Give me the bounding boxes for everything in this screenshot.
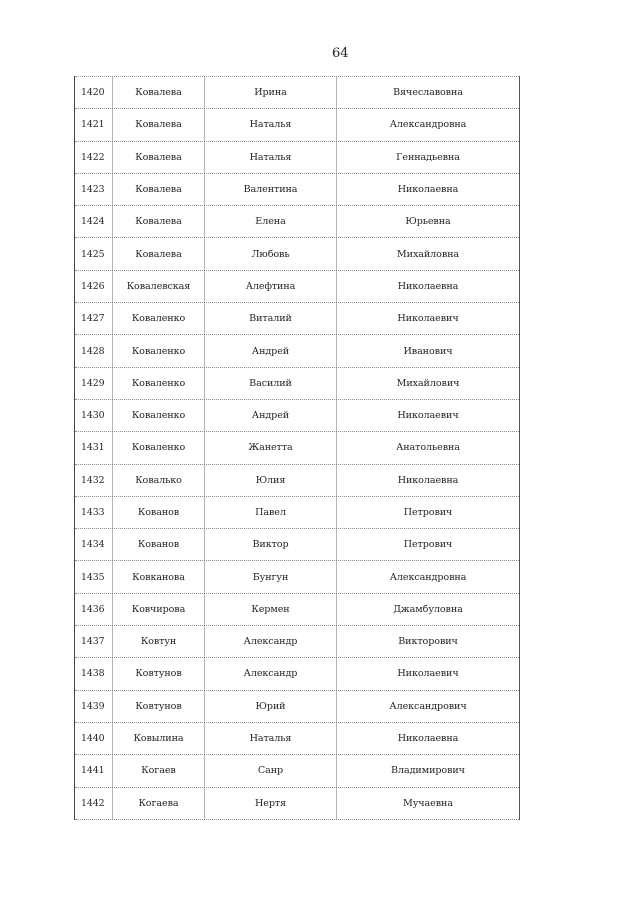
first-name-cell: Юлия [205,465,337,496]
patronymic-cell: Александрович [389,700,467,712]
row-number: 1429 [75,368,113,399]
first-name-cell: Любовь [205,238,337,269]
patronymic-cell: Викторович [398,636,458,648]
table-row [75,108,519,140]
first-name-cell: Елена [205,206,337,237]
table-row [75,560,519,592]
row-number: 1428 [75,335,113,366]
patronymic-cell: Николаевна [397,733,459,745]
row-number: 1442 [75,788,113,819]
table-row [75,76,519,108]
first-name-cell: Василий [205,368,337,399]
row-number: 1426 [75,271,113,302]
table-row [75,657,519,689]
first-name-cell: Наталья [205,723,337,754]
patronymic-cell: Петрович [403,507,453,518]
row-number: 1441 [75,755,113,786]
table-row [75,302,519,334]
surname-cell: Коваленко [113,368,205,399]
first-name-cell: Александр [205,626,337,657]
first-name-cell: Бунгун [205,561,337,592]
surname-cell: Ковалева [113,238,205,269]
surname-cell: Когаева [113,788,205,819]
patronymic-cell: Иванович [403,345,453,357]
surname-cell: Коваленко [113,432,205,463]
row-number: 1420 [75,77,113,108]
patronymic-cell: Юрьевна [405,216,451,228]
row-number: 1424 [75,206,113,237]
surname-cell: Коваленко [113,335,205,366]
table-row [75,464,519,496]
first-name-cell: Андрей [205,335,337,366]
table-row [75,205,519,237]
page-number: 64 [332,46,349,61]
surname-cell: Ковалева [113,174,205,205]
first-name-cell: Павел [205,497,337,528]
first-name-cell: Жанетта [205,432,337,463]
first-name-cell: Наталья [205,109,337,140]
roster-table [74,76,520,820]
table-row [75,754,519,786]
surname-cell: Кованов [113,529,205,560]
surname-cell: Ковтунов [113,691,205,722]
patronymic-cell: Александровна [389,571,467,583]
surname-cell: Ковалевская [113,271,205,302]
patronymic-cell: Владимирович [391,765,465,777]
table-row [75,399,519,431]
table-row [75,173,519,205]
surname-cell: Ковчирова [113,594,205,625]
surname-cell: Ковтунов [113,658,205,689]
table-row [75,270,519,302]
first-name-cell: Санр [205,755,337,786]
table-row [75,625,519,657]
patronymic-cell: Николаевич [397,668,459,680]
first-name-cell: Александр [205,658,337,689]
table-row [75,722,519,754]
first-name-cell: Андрей [205,400,337,431]
patronymic-cell: Джамбуловна [393,603,463,615]
surname-cell: Коваленко [113,303,205,334]
surname-cell: Ковалева [113,77,205,108]
row-number: 1423 [75,174,113,205]
first-name-cell: Кермен [205,594,337,625]
first-name-cell: Нертя [205,788,337,819]
surname-cell: Коваленко [113,400,205,431]
table-row [75,367,519,399]
row-number: 1422 [75,142,113,173]
row-number: 1421 [75,109,113,140]
table-row [75,690,519,722]
surname-cell: Ковылина [113,723,205,754]
row-number: 1435 [75,561,113,592]
row-number: 1430 [75,400,113,431]
first-name-cell: Юрий [205,691,337,722]
first-name-cell: Алефтина [205,271,337,302]
table-row [75,593,519,625]
surname-cell: Ковалько [113,465,205,496]
row-number: 1440 [75,723,113,754]
row-number: 1431 [75,432,113,463]
patronymic-cell: Петрович [403,539,453,551]
row-number: 1438 [75,658,113,689]
patronymic-cell: Николаевна [397,474,459,486]
first-name-cell: Валентина [205,174,337,205]
patronymic-cell: Анатольевна [396,442,460,454]
row-number: 1433 [75,497,113,528]
row-number: 1427 [75,303,113,334]
patronymic-cell: Геннадьевна [396,151,460,163]
row-number: 1432 [75,465,113,496]
row-number: 1439 [75,691,113,722]
patronymic-cell: Александровна [389,119,467,131]
surname-cell: Кованов [113,497,205,528]
surname-cell: Ковтун [113,626,205,657]
table-row [75,237,519,269]
table-row [75,334,519,366]
patronymic-cell: Вячеславовна [393,87,463,99]
patronymic-cell: Мучаевна [403,797,453,809]
surname-cell: Когаев [113,755,205,786]
table-row [75,787,519,820]
first-name-cell: Виталий [205,303,337,334]
patronymic-cell: Николаевна [397,280,459,292]
first-name-cell: Наталья [205,142,337,173]
table-row [75,141,519,173]
patronymic-cell: Михайловна [396,248,460,260]
row-number: 1434 [75,529,113,560]
patronymic-cell: Михайлович [396,377,460,389]
row-number: 1425 [75,238,113,269]
surname-cell: Ковалева [113,206,205,237]
first-name-cell: Виктор [205,529,337,560]
surname-cell: Ковканова [113,561,205,592]
row-number: 1437 [75,626,113,657]
first-name-cell: Ирина [205,77,337,108]
table-row [75,496,519,528]
patronymic-cell: Николаевич [397,313,459,325]
patronymic-cell: Николаевна [397,184,459,196]
row-number: 1436 [75,594,113,625]
table-row [75,431,519,463]
surname-cell: Ковалева [113,142,205,173]
patronymic-cell: Николаевич [397,410,459,422]
surname-cell: Ковалева [113,109,205,140]
table-row [75,528,519,560]
